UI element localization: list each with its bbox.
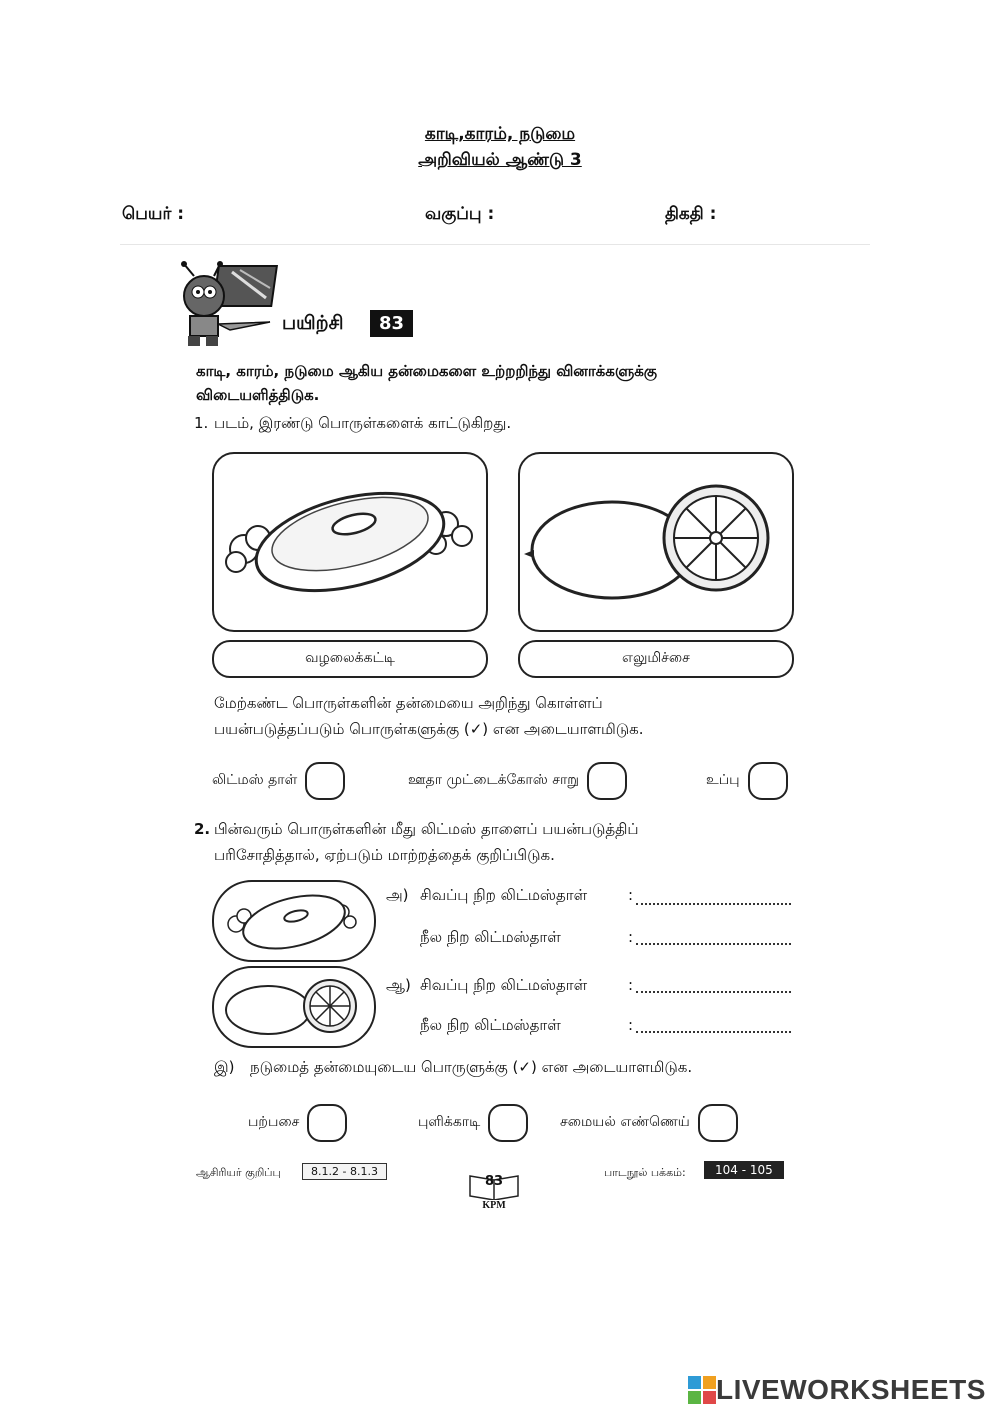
q1-option-salt xyxy=(706,762,788,800)
q2-lemon-image xyxy=(212,966,376,1048)
q1-option-label: உப்பு xyxy=(706,772,740,788)
q2-aa-red-label: சிவப்பு நிற லிட்மஸ்தாள் xyxy=(420,976,588,994)
exercise-label: பயிற்சி xyxy=(282,312,344,334)
q2-toothpaste-checkbox[interactable] xyxy=(307,1104,347,1142)
q2-aa-blue-colon: : xyxy=(628,1016,634,1034)
q2-aa-red-answer[interactable] xyxy=(636,990,791,993)
textbook-page-label: பாடநூல் பக்கம்: xyxy=(604,1166,686,1179)
q2-option-cooking-oil xyxy=(560,1104,738,1142)
robot-mascot-icon xyxy=(170,258,280,348)
q2-vinegar-checkbox[interactable] xyxy=(488,1104,528,1142)
lemon-icon xyxy=(520,454,792,630)
soap-icon xyxy=(214,882,374,960)
soap-image xyxy=(212,452,488,632)
q2-i-marker: இ) xyxy=(214,1058,235,1076)
q2-aa-blue-label: நீல நிற லிட்மஸ்தாள் xyxy=(420,1016,561,1034)
q1-option-label: லிட்மஸ் தாள் xyxy=(212,772,298,788)
q2-a-blue-colon: : xyxy=(628,928,634,946)
liveworksheets-brand[interactable]: LIVEWORKSHEETS xyxy=(716,1374,986,1405)
q2-text-line1: பின்வரும் பொருள்களின் மீது லிட்மஸ் தாளைப் பயன்படுத்திப் xyxy=(214,820,639,838)
q2-cooking-oil-checkbox[interactable] xyxy=(698,1104,738,1142)
q1-sub-line2: பயன்படுத்தப்படும் பொருள்களுக்கு (✓) என அடையாளமிடுக. xyxy=(214,720,644,738)
textbook-pages: 104 - 105 xyxy=(704,1161,784,1179)
q2-option-toothpaste xyxy=(248,1104,347,1142)
q2-a-red-colon: : xyxy=(628,886,634,904)
q2-soap-image xyxy=(212,880,376,962)
class-label: வகுப்பு : xyxy=(425,204,495,224)
q1-option-label: ஊதா முட்டைக்கோஸ் சாறு xyxy=(408,772,580,788)
q2-number: 2. xyxy=(194,820,211,838)
standard-code: 8.1.2 - 8.1.3 xyxy=(302,1163,387,1180)
name-label: பெயர் : xyxy=(122,204,185,224)
q1-option-litmus xyxy=(212,762,345,800)
q2-i-text: நடுமைத் தன்மையுடைய பொருளுக்கு (✓) என அடையாளமிடுக. xyxy=(250,1058,693,1076)
q2-option-label: பற்பசை xyxy=(248,1114,300,1130)
q2-a-red-label: சிவப்பு நிற லிட்மஸ்தாள் xyxy=(420,886,588,904)
q1-cabbage-checkbox[interactable] xyxy=(587,762,627,800)
soap-caption: வழலைக்கட்டி xyxy=(212,640,488,678)
publisher-label: KPM xyxy=(482,1200,506,1211)
lemon-image xyxy=(518,452,794,632)
page-number: 83 xyxy=(484,1174,504,1189)
q1-number: 1. xyxy=(194,414,209,432)
date-label: திகதி : xyxy=(665,204,717,224)
q2-a-blue-label: நீல நிற லிட்மஸ்தாள் xyxy=(420,928,561,946)
q1-litmus-checkbox[interactable] xyxy=(305,762,345,800)
q2-text-line2: பரிசோதித்தால், ஏற்படும் மாற்றத்தைக் குறிப்பிடுக. xyxy=(214,846,555,864)
lemon-icon xyxy=(214,968,374,1046)
q1-salt-checkbox[interactable] xyxy=(748,762,788,800)
q1-text: படம், இரண்டு பொருள்களைக் காட்டுகிறது. xyxy=(214,414,512,432)
lemon-caption: எலுமிச்சை xyxy=(518,640,794,678)
q1-option-cabbage xyxy=(408,762,627,800)
worksheet-title: காடி,காரம், நடுமை xyxy=(424,124,576,144)
instruction-line1: காடி, காரம், நடுமை ஆகிய தன்மைகளை உற்றறிந்து வினாக்களுக்கு xyxy=(196,362,658,380)
q2-option-label: புளிக்காடி xyxy=(418,1114,481,1130)
soap-icon xyxy=(214,454,486,630)
liveworksheets-logo-icon xyxy=(688,1376,716,1404)
teacher-note-label: ஆசிரியர் குறிப்பு xyxy=(196,1166,281,1179)
exercise-number-badge: 83 xyxy=(370,310,413,337)
q2-aa-marker: ஆ) xyxy=(386,976,411,994)
header-divider xyxy=(120,244,870,245)
q2-aa-red-colon: : xyxy=(628,976,634,994)
q2-option-label: சமையல் எண்ணெய் xyxy=(560,1114,690,1130)
worksheet-subtitle: அறிவியல் ஆண்டு 3 xyxy=(418,150,582,170)
q2-a-marker: அ) xyxy=(386,886,409,904)
q2-aa-blue-answer[interactable] xyxy=(636,1030,791,1033)
q2-a-blue-answer[interactable] xyxy=(636,942,791,945)
page-number-block xyxy=(466,1170,522,1214)
q2-option-vinegar xyxy=(418,1104,528,1142)
instruction-line2: விடையளித்திடுக. xyxy=(196,386,320,404)
q2-a-red-answer[interactable] xyxy=(636,902,791,905)
q1-sub-line1: மேற்கண்ட பொருள்களின் தன்மையை அறிந்து கொள்ளப் xyxy=(214,694,603,712)
